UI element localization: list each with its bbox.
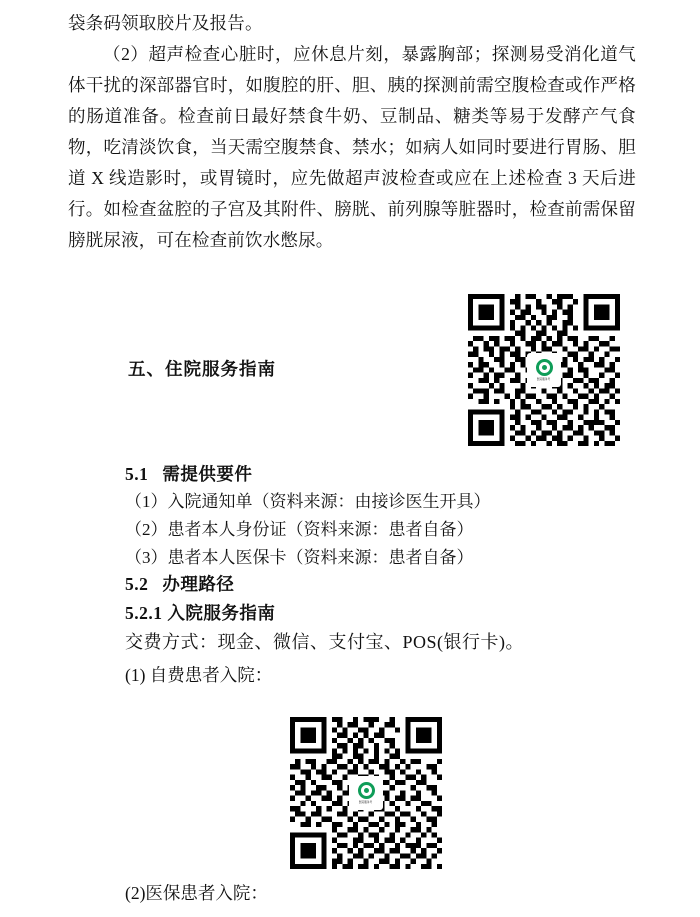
qr-center-logo [349,776,383,810]
paragraph-continuation: 袋条码领取胶片及报告。 [68,13,263,33]
section-heading-five: 五、住院服务指南 [128,359,276,379]
hospital-logo-icon [358,782,375,799]
subsection-5-2-number: 5.2 [125,574,149,594]
subsection-5-1-heading [125,460,625,488]
payment-methods-line: 交费方式：现金、微信、支付宝、POS(银行卡)。 [125,632,525,652]
list-item: （2）患者本人身份证（资料来源：患者自备） [125,520,474,539]
qr-logo-caption: 医院服务号 [359,800,373,804]
subsection-5-1 [125,460,625,572]
subsection-5-2-title: 办理路径 [162,574,235,594]
list-item-insurance-admission: (2)医保患者入院： [125,883,268,903]
body-text-block [68,8,636,256]
list-item-self-pay: (1) 自费患者入院： [125,665,273,685]
qr-logo-caption: 医院服务号 [537,377,551,381]
subsection-5-1-title: 需提供要件 [162,464,253,484]
subsection-5-2-1-heading: 5.2.1 入院服务指南 [125,603,276,623]
subsection-5-2 [125,570,645,690]
qr-code-inpatient-guide[interactable] [468,294,620,446]
qr-center-logo [527,353,561,387]
hospital-logo-icon [536,359,553,376]
list-item: （3）患者本人医保卡（资料来源：患者自备） [125,548,474,567]
subsection-5-2-heading [125,570,645,599]
qr-code-self-pay-admission[interactable] [290,717,442,869]
list-item: （1）入院通知单（资料来源：由接诊医生开具） [125,492,491,511]
paragraph-ultrasound-notes: （2）超声检查心脏时，应休息片刻，暴露胸部；探测易受消化道气体干扰的深部器官时，如腹腔的肝、胆、胰的探测前需空腹检查或作严格的肠道准备。检查前日最好禁食牛奶、豆制品、糖类等易于发酵产气食物，吃清淡饮食，当天需空腹禁食、禁水；如病人如同时要进行胃肠、胆道 X 线造影时，或胃镜时，应先做超声波检查或应在上述检查 3 天后进行。如检查盆腔的子宫及其附件、膀胱、前列腺等脏器时，检查前需保留膀胱尿液，可在检查前饮水憋尿。 [68,44,636,250]
subsection-5-1-number: 5.1 [125,464,149,484]
